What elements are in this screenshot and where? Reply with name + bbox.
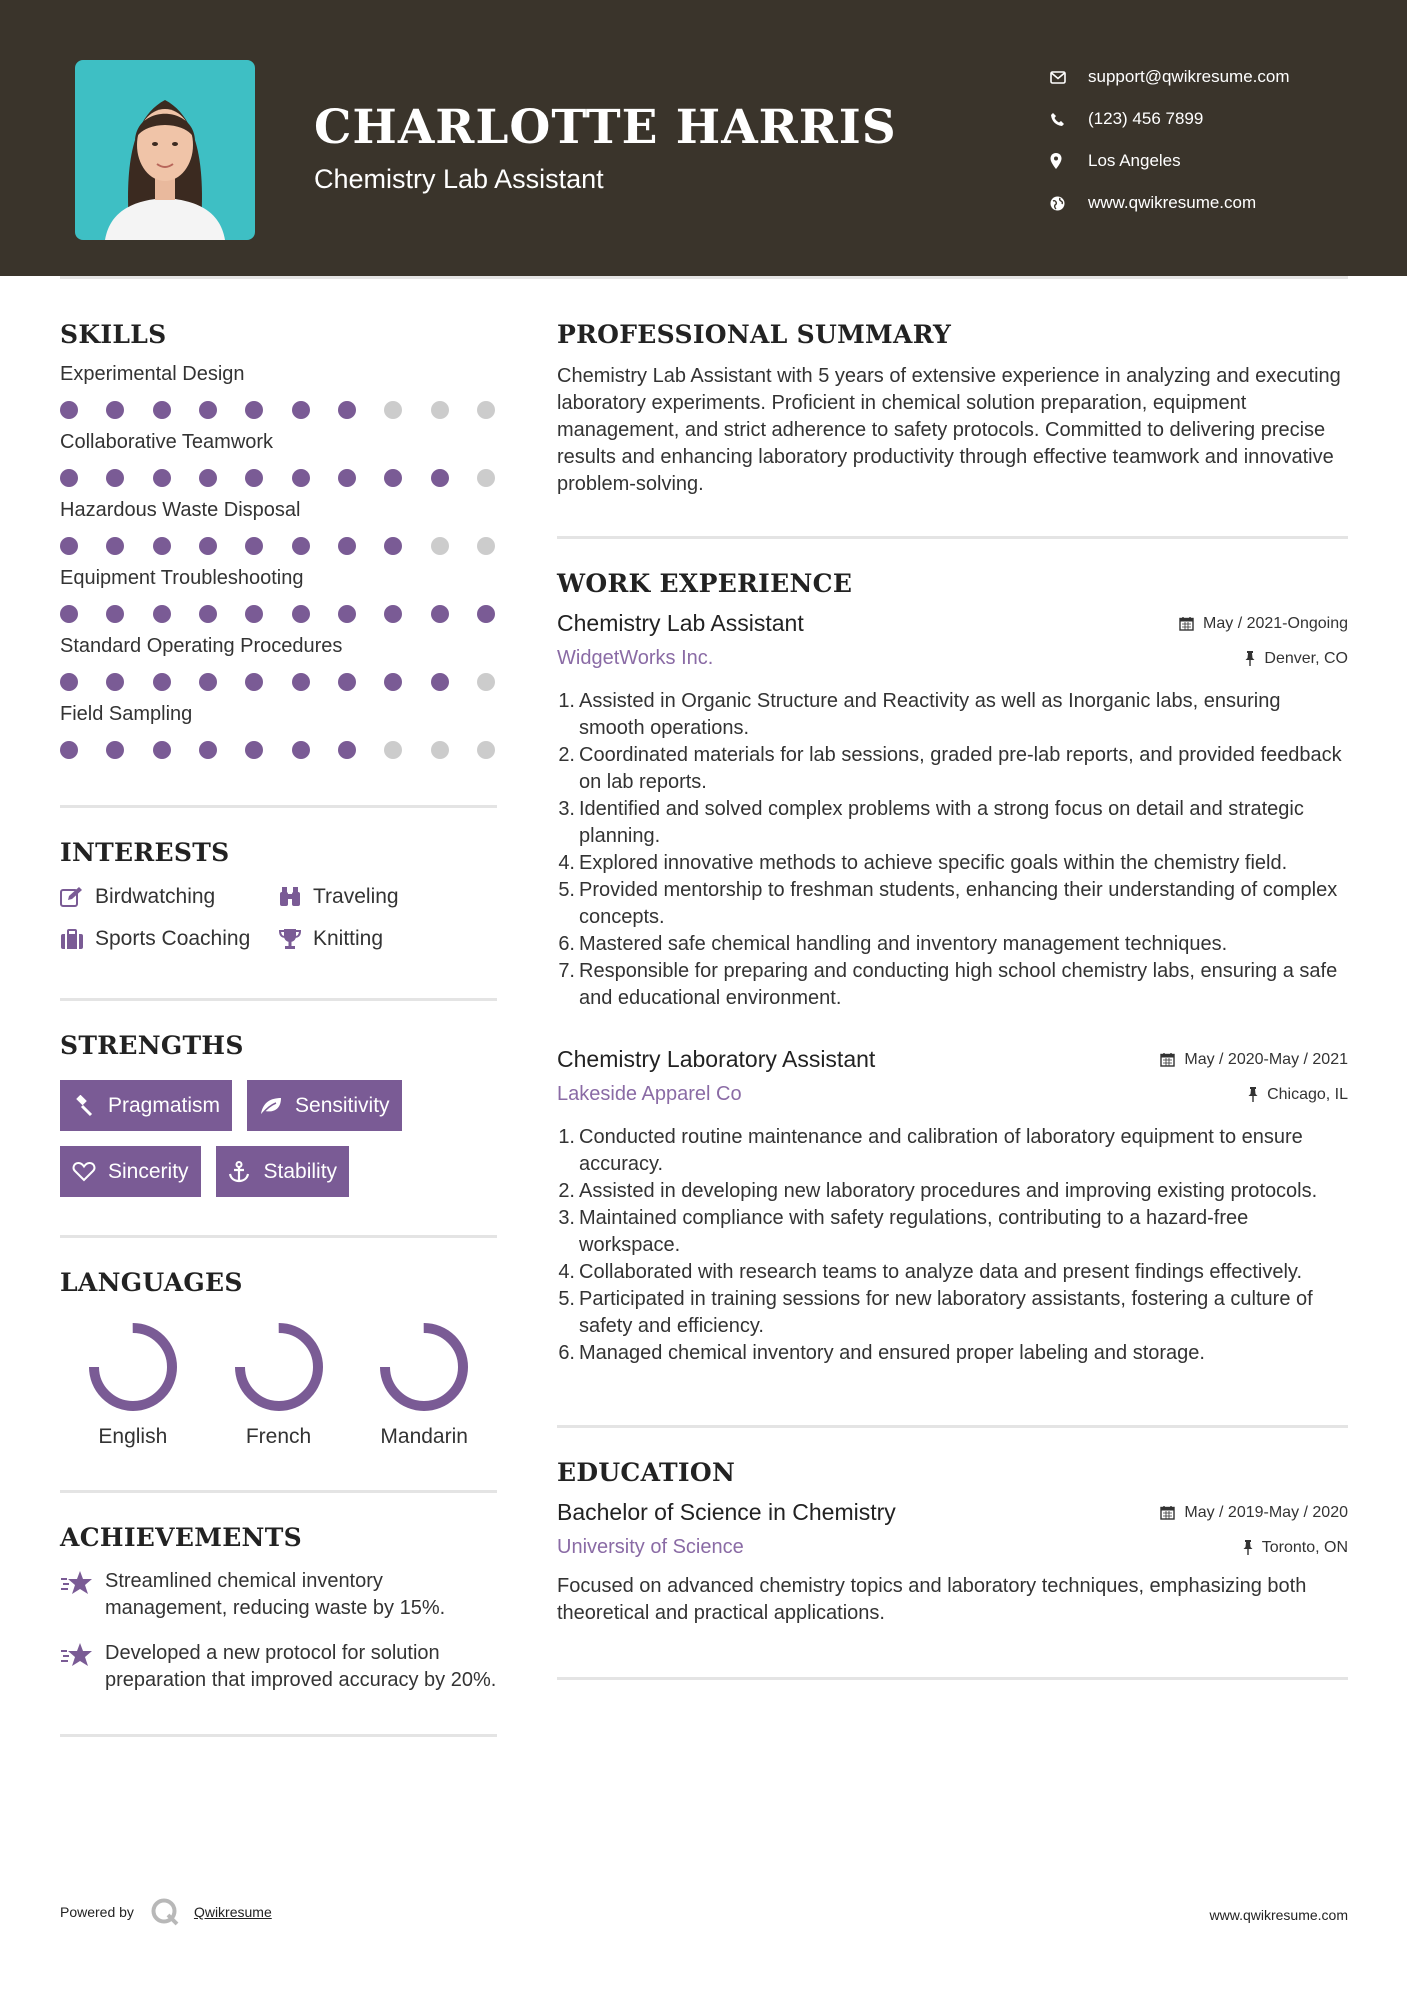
bullet-number: 6. <box>558 933 575 955</box>
section-divider <box>60 1734 497 1737</box>
skill-name: Field Sampling <box>60 703 193 725</box>
skill-dot-filled <box>245 741 263 759</box>
skill-dot-filled <box>60 741 78 759</box>
skill-dot-filled <box>199 401 217 419</box>
job-location-text: Chicago, IL <box>1267 1085 1348 1103</box>
skill-name: Equipment Troubleshooting <box>60 567 304 589</box>
language-name: French <box>245 1425 312 1448</box>
skill-dot-filled <box>384 673 402 691</box>
bullet-text: Assisted in Organic Structure and Reactivity as well as Inorganic labs, ensuring smooth operations. <box>579 690 1281 739</box>
bullet-number: 1. <box>558 1126 575 1148</box>
skill-dot-filled <box>431 605 449 623</box>
qwikresume-link[interactable]: Qwikresume <box>193 1904 272 1920</box>
company-name: Lakeside Apparel Co <box>557 1083 742 1105</box>
language-item <box>60 1321 206 1449</box>
skill-dot-empty <box>431 741 449 759</box>
skill-dot-filled <box>292 401 310 419</box>
interests-title: INTERESTS <box>60 838 230 867</box>
achievements-section <box>60 1523 497 1694</box>
degree-title: Bachelor of Science in Chemistry <box>557 1499 896 1525</box>
bullet-text: Coordinated materials for lab sessions, graded pre-lab reports, and provided feedback on lab reports. <box>579 744 1342 793</box>
skill-dot-filled <box>199 469 217 487</box>
bullet-number: 6. <box>558 1342 575 1364</box>
skills-list <box>60 363 497 759</box>
section-divider <box>60 1490 497 1493</box>
bullet-item <box>557 1178 1348 1205</box>
star-icon <box>60 1640 105 1694</box>
bullet-text: Assisted in developing new laboratory procedures and improving existing protocols. <box>579 1180 1318 1202</box>
languages-list <box>60 1321 497 1449</box>
languages-title: LANGUAGES <box>60 1268 243 1297</box>
job-title: Chemistry Lab Assistant <box>557 610 804 636</box>
bullet-item <box>557 1124 1348 1178</box>
contact-email[interactable] <box>1050 56 1290 98</box>
bullet-number: 5. <box>558 1288 575 1310</box>
skill-dot-filled <box>199 673 217 691</box>
skill-dot-filled <box>431 673 449 691</box>
envelope-icon <box>1050 71 1088 84</box>
skills-section <box>60 320 497 759</box>
skill-dot-filled <box>245 401 263 419</box>
contact-website[interactable] <box>1050 182 1290 224</box>
skill-dot-filled <box>338 741 356 759</box>
bullet-number: 5. <box>558 879 575 901</box>
powered-by-text: Powered by <box>60 1904 134 1920</box>
skill-dot-filled <box>292 673 310 691</box>
skill-dot-filled <box>292 605 310 623</box>
interest-item <box>60 885 278 909</box>
bullet-text: Collaborated with research teams to analyze data and present findings effectively. <box>579 1261 1303 1283</box>
skill-dot-filled <box>60 401 78 419</box>
skill-level-dots <box>60 537 497 555</box>
skills-title: SKILLS <box>60 320 167 349</box>
gavel-icon <box>72 1095 108 1117</box>
skill-dot-filled <box>245 537 263 555</box>
profile-photo <box>75 60 255 240</box>
candidate-name: CHARLOTTE HARRIS <box>314 100 897 155</box>
skill-dot-filled <box>106 537 124 555</box>
calendar-icon <box>1160 1052 1175 1067</box>
skill-dot-filled <box>106 469 124 487</box>
skill-dot-filled <box>245 469 263 487</box>
interest-label: Sports Coaching <box>95 927 251 950</box>
skill-dot-filled <box>338 673 356 691</box>
bullet-item <box>557 877 1348 931</box>
skill-dot-filled <box>199 537 217 555</box>
education-section <box>557 1458 1348 1627</box>
bullet-number: 1. <box>558 690 575 712</box>
skill-dot-filled <box>60 605 78 623</box>
achievement-item <box>60 1568 497 1622</box>
language-level-ring <box>233 1321 325 1413</box>
summary-text: Chemistry Lab Assistant with 5 years of extensive experience in analyzing and executing laboratory experiments. Proficient in chemical solution preparation, equipment management, and strict adherence to safety protocols. Committed to delivering precise results and enhancing laboratory productivity through effective teamwork and innovative problem-solving. <box>557 365 1341 495</box>
school-name: University of Science <box>557 1536 744 1558</box>
skill-dot-empty <box>477 673 495 691</box>
section-divider <box>60 1235 497 1238</box>
job-title: Chemistry Laboratory Assistant <box>557 1046 876 1072</box>
bullet-text: Participated in training sessions for new laboratory assistants, fostering a culture of safety and efficiency. <box>579 1288 1313 1337</box>
achievement-text: Streamlined chemical inventory management, reducing waste by 15%. <box>105 1570 446 1619</box>
bullet-item <box>557 796 1348 850</box>
education-entry <box>557 1499 1348 1627</box>
bullet-number: 2. <box>558 744 575 766</box>
binoculars-icon <box>278 886 313 908</box>
section-divider <box>60 998 497 1001</box>
summary-section <box>557 320 1348 498</box>
bullet-text: Conducted routine maintenance and calibration of laboratory equipment to ensure accuracy. <box>579 1126 1303 1175</box>
skill-level-dots <box>60 401 497 419</box>
language-level-ring <box>378 1321 470 1413</box>
skill-dot-filled <box>338 401 356 419</box>
resume-header <box>0 0 1407 276</box>
bullet-text: Identified and solved complex problems with a strong focus on detail and strategic planning. <box>579 798 1304 847</box>
bullet-item <box>557 688 1348 742</box>
language-level-arc <box>240 1328 318 1406</box>
skill-dot-empty <box>431 537 449 555</box>
skill-name: Collaborative Teamwork <box>60 431 274 453</box>
footer-url[interactable]: www.qwikresume.com <box>1209 1907 1348 1923</box>
language-level-ring <box>87 1321 179 1413</box>
trophy-icon <box>278 928 313 950</box>
header-divider <box>60 276 1348 279</box>
language-item <box>206 1321 352 1449</box>
company-name: WidgetWorks Inc. <box>557 647 714 669</box>
leaf-icon <box>259 1096 295 1116</box>
language-level-arc <box>94 1328 172 1406</box>
pin-icon <box>1245 651 1255 666</box>
strength-label: Sensitivity <box>295 1093 390 1117</box>
skill-dot-empty <box>477 469 495 487</box>
contact-location-text: Los Angeles <box>1088 151 1181 170</box>
contact-phone-text: (123) 456 7899 <box>1088 109 1204 128</box>
education-title: EDUCATION <box>557 1458 736 1487</box>
left-column <box>60 320 497 1737</box>
skill-dot-filled <box>153 469 171 487</box>
strength-label: Stability <box>263 1159 338 1183</box>
language-name: English <box>98 1425 168 1448</box>
job-entry <box>557 1046 1348 1367</box>
skill-name: Experimental Design <box>60 363 245 385</box>
job-dates-text: May / 2021-Ongoing <box>1203 614 1348 632</box>
skill-dot-filled <box>338 469 356 487</box>
right-column <box>557 320 1348 1680</box>
skill-dot-empty <box>477 537 495 555</box>
footer-powered-by <box>60 1897 272 1927</box>
contact-location <box>1050 140 1290 182</box>
bullet-number: 2. <box>558 1180 575 1202</box>
education-text: Focused on advanced chemistry topics and laboratory techniques, emphasizing both theoretical and practical applications. <box>557 1575 1307 1624</box>
skill-dot-filled <box>153 605 171 623</box>
skill-dot-empty <box>384 401 402 419</box>
skill-name: Standard Operating Procedures <box>60 635 343 657</box>
skill-dot-filled <box>431 469 449 487</box>
experience-title: WORK EXPERIENCE <box>557 569 853 598</box>
skill-dot-empty <box>477 401 495 419</box>
skill-dot-empty <box>431 401 449 419</box>
skill-dot-filled <box>292 537 310 555</box>
job-dates-text: May / 2020-May / 2021 <box>1184 1050 1348 1068</box>
skill-dot-filled <box>384 605 402 623</box>
strength-chip <box>247 1080 402 1131</box>
strength-label: Sincerity <box>108 1159 189 1183</box>
skill-dot-filled <box>245 673 263 691</box>
calendar-icon <box>1160 1505 1175 1520</box>
suitcase-icon <box>60 928 95 950</box>
skill-dot-filled <box>477 605 495 623</box>
skill-dot-filled <box>292 469 310 487</box>
skill-dot-filled <box>106 401 124 419</box>
interest-item <box>278 885 478 909</box>
education-location-text: Toronto, ON <box>1261 1538 1348 1556</box>
pin-icon <box>1243 1540 1253 1555</box>
interest-label: Birdwatching <box>95 885 216 908</box>
job-entry <box>557 610 1348 1012</box>
strength-chip <box>60 1146 201 1197</box>
interests-list <box>60 885 497 951</box>
section-divider <box>60 805 497 808</box>
globe-icon <box>1050 196 1088 211</box>
skill-dot-filled <box>153 537 171 555</box>
skill-level-dots <box>60 469 497 487</box>
bullet-text: Mastered safe chemical handling and inventory management techniques. <box>579 933 1228 955</box>
contact-phone[interactable] <box>1050 98 1290 140</box>
job-location-text: Denver, CO <box>1264 649 1348 667</box>
experience-section <box>557 569 1348 1367</box>
skill-dot-filled <box>60 673 78 691</box>
contact-list <box>1050 56 1290 224</box>
interest-item <box>60 927 278 951</box>
interest-label: Traveling <box>313 885 399 908</box>
anchor-icon <box>228 1161 264 1183</box>
language-level-arc <box>385 1328 463 1406</box>
pencil-square-icon <box>60 886 95 908</box>
skill-dot-filled <box>384 537 402 555</box>
language-name: Mandarin <box>380 1425 468 1448</box>
qwikresume-logo-icon <box>150 1897 180 1927</box>
skill-dot-filled <box>153 673 171 691</box>
job-bullets <box>557 1124 1348 1367</box>
skill-dot-filled <box>245 605 263 623</box>
skill-level-dots <box>60 741 497 759</box>
job-location <box>1245 650 1348 668</box>
bullet-number: 7. <box>558 960 575 982</box>
map-marker-icon <box>1050 153 1088 169</box>
strength-label: Pragmatism <box>108 1093 221 1117</box>
skill-level-dots <box>60 673 497 691</box>
phone-icon <box>1050 112 1088 127</box>
interest-item <box>278 927 478 951</box>
bullet-item <box>557 958 1348 1012</box>
heart-icon <box>72 1162 108 1182</box>
job-location <box>1248 1086 1348 1104</box>
skill-dot-filled <box>106 605 124 623</box>
bullet-text: Responsible for preparing and conducting high school chemistry labs, ensuring a safe and educational environment. <box>579 960 1338 1009</box>
job-dates <box>1160 1051 1348 1069</box>
achievements-title: ACHIEVEMENTS <box>60 1523 302 1552</box>
bullet-item <box>557 1340 1348 1367</box>
skill-dot-filled <box>292 741 310 759</box>
strength-chip <box>216 1146 350 1197</box>
skill-dot-filled <box>60 537 78 555</box>
bullet-item <box>557 1259 1348 1286</box>
skill-dot-filled <box>106 741 124 759</box>
skill-dot-filled <box>153 741 171 759</box>
bullet-item <box>557 1286 1348 1340</box>
bullet-text: Managed chemical inventory and ensured proper labeling and storage. <box>579 1342 1205 1364</box>
summary-title: PROFESSIONAL SUMMARY <box>557 320 952 349</box>
job-bullets <box>557 688 1348 1012</box>
skill-dot-empty <box>384 741 402 759</box>
language-item <box>351 1321 497 1449</box>
skill-dot-filled <box>60 469 78 487</box>
education-location <box>1243 1539 1348 1557</box>
interest-label: Knitting <box>313 927 384 950</box>
interests-section <box>60 838 497 951</box>
bullet-item <box>557 931 1348 958</box>
job-dates <box>1179 615 1348 633</box>
strength-chip <box>60 1080 232 1131</box>
skill-level-dots <box>60 605 497 623</box>
candidate-role: Chemistry Lab Assistant <box>314 164 604 194</box>
skill-dot-filled <box>153 401 171 419</box>
achievement-item <box>60 1640 497 1694</box>
skill-dot-filled <box>384 469 402 487</box>
achievement-text: Developed a new protocol for solution preparation that improved accuracy by 20%. <box>105 1642 497 1691</box>
bullet-number: 3. <box>558 798 575 820</box>
bullet-text: Maintained compliance with safety regulations, contributing to a hazard-free workspace. <box>579 1207 1249 1256</box>
skill-dot-empty <box>477 741 495 759</box>
bullet-text: Explored innovative methods to achieve specific goals within the chemistry field. <box>579 852 1288 874</box>
calendar-icon <box>1179 616 1194 631</box>
bullet-item <box>557 742 1348 796</box>
education-dates <box>1160 1504 1348 1522</box>
skill-dot-filled <box>338 537 356 555</box>
star-icon <box>60 1568 105 1622</box>
skill-dot-filled <box>199 605 217 623</box>
languages-section <box>60 1268 497 1449</box>
bullet-item <box>557 850 1348 877</box>
education-dates-text: May / 2019-May / 2020 <box>1184 1503 1348 1521</box>
bullet-number: 4. <box>558 852 575 874</box>
bullet-number: 3. <box>558 1207 575 1229</box>
skill-dot-filled <box>106 673 124 691</box>
strengths-section <box>60 1031 497 1197</box>
bullet-text: Provided mentorship to freshman students, enhancing their understanding of complex concepts. <box>579 879 1338 928</box>
section-divider <box>557 1677 1348 1680</box>
skill-dot-filled <box>199 741 217 759</box>
section-divider <box>557 536 1348 539</box>
bullet-item <box>557 1205 1348 1259</box>
skill-name: Hazardous Waste Disposal <box>60 499 301 521</box>
bullet-number: 4. <box>558 1261 575 1283</box>
contact-email-text: support@qwikresume.com <box>1088 67 1290 86</box>
section-divider <box>557 1425 1348 1428</box>
skill-dot-filled <box>338 605 356 623</box>
pin-icon <box>1248 1087 1258 1102</box>
strengths-title: STRENGTHS <box>60 1031 244 1060</box>
contact-website-text: www.qwikresume.com <box>1088 193 1257 212</box>
jobs-list <box>557 610 1348 1367</box>
